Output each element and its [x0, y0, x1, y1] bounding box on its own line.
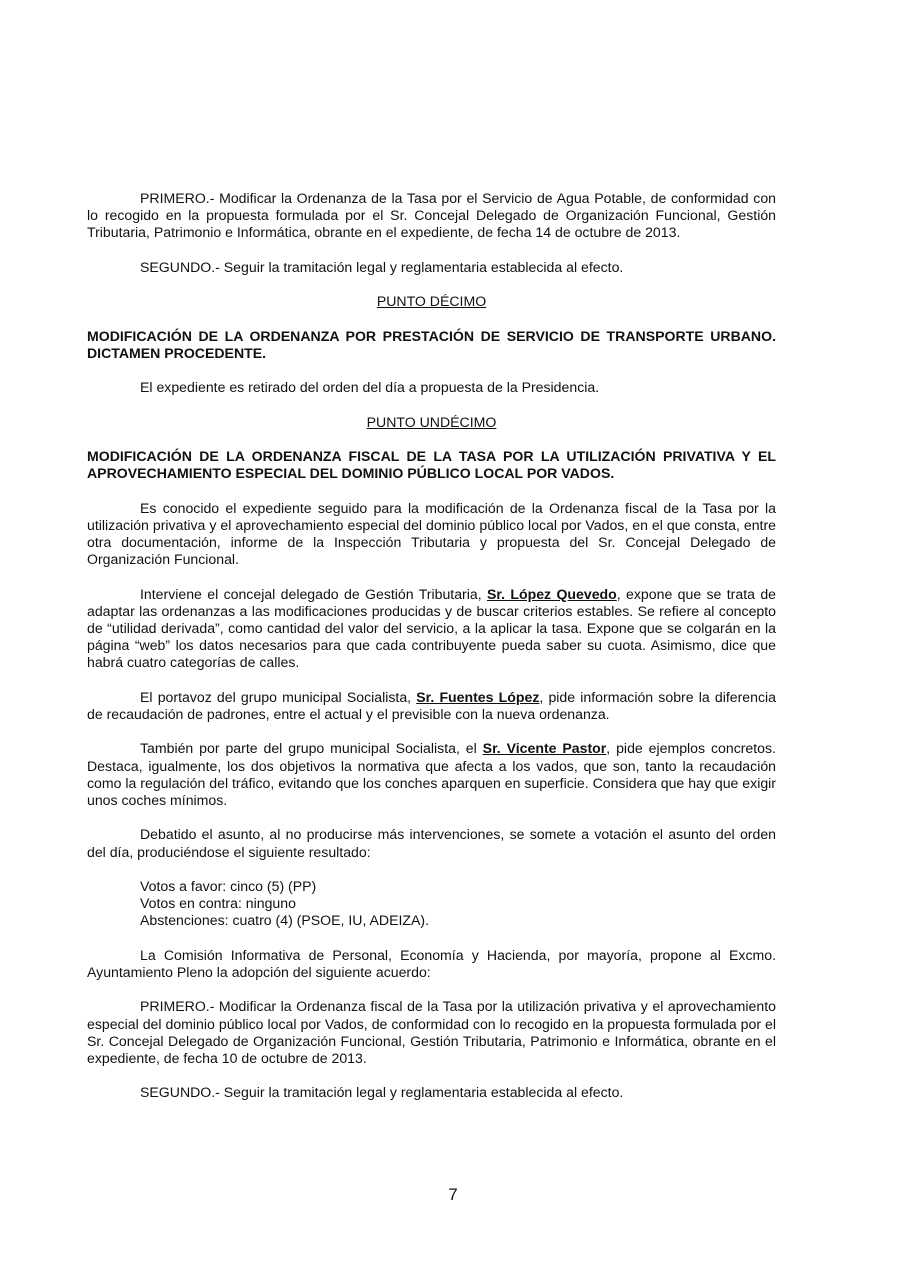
paragraph-primero-agua: PRIMERO.- Modificar la Ordenanza de la Tasa por el Servicio de Agua Potable, de conformidad con lo recogido en la propuesta formulada por el Sr. Concejal Delegado de Organización Funcional, Gestión Tributaria, Patrimonio e Informática, obrante en el expediente, de fecha 14 de octubre de 2013. — [87, 190, 776, 241]
paragraph-fuentes-lopez — [87, 689, 776, 723]
paragraph-comision: La Comisión Informativa de Personal, Economía y Hacienda, por mayoría, propone al Excmo. Ayuntamiento Pleno la adopción del siguiente acuerdo: — [87, 946, 776, 980]
page-number: 7 — [448, 1185, 458, 1204]
votes-abstenciones: Abstenciones: cuatro (4) (PSOE, IU, ADEIZA). — [140, 912, 430, 929]
paragraph-text: También por parte del grupo municipal Socialista, el — [140, 740, 483, 757]
paragraph-text: El portavoz del grupo municipal Socialista, — [140, 688, 417, 705]
section-title-undecimo: MODIFICACIÓN DE LA ORDENANZA FISCAL DE LA TASA POR LA UTILIZACIÓN PRIVATIVA Y EL APROVECHAMIENTO ESPECIAL DEL DOMINIO PÚBLICO LOCAL POR VADOS. — [87, 447, 776, 482]
paragraph-text: , expone que se trata de adaptar las ordenanzas a las modificaciones producidas y de buscar criterios estables. Se refiere al concepto de “utilidad derivada”, como cantidad del valor del servicio, a la aplicar la tasa. Expone que se colgarán en la página “web” los datos necesarios para que cada contribuyente pueda saber su cuota. Asimismo, dice que habrá cuatro categorías de calles. — [87, 585, 776, 671]
section-heading-decimo-text: PUNTO DÉCIMO — [376, 293, 487, 310]
document-body — [87, 190, 776, 1119]
paragraph-retirado: El expediente es retirado del orden del día a propuesta de la Presidencia. — [140, 379, 600, 396]
paragraph-vicente-pastor — [87, 740, 776, 809]
section-title-decimo: MODIFICACIÓN DE LA ORDENANZA POR PRESTACIÓN DE SERVICIO DE TRANSPORTE URBANO. DICTAMEN PROCEDENTE. — [87, 327, 776, 361]
paragraph-segundo-vados: SEGUNDO.- Seguir la tramitación legal y reglamentaria establecida al efecto. — [140, 1084, 624, 1101]
paragraph-lopez-quevedo — [87, 586, 776, 672]
speaker-name: Sr. Vicente Pastor — [482, 740, 607, 757]
paragraph-text: , pide información sobre la diferencia de recaudación de padrones, entre el actual y el previsible con la nueva ordenanza. — [87, 688, 776, 722]
votes-contra: Votos en contra: ninguno — [140, 895, 296, 912]
paragraph-text: Interviene el concejal delegado de Gestión Tributaria, — [140, 585, 487, 602]
votes-favor: Votos a favor: cinco (5) (PP) — [140, 877, 317, 894]
section-heading-undecimo — [87, 414, 776, 431]
vote-results — [87, 878, 776, 930]
paragraph-text: , pide ejemplos concretos. Destaca, igualmente, los dos objetivos la normativa que afecta a los vados, que son, tanto la recaudación como la regulación del tráfico, evitando que los conches aparquen en superficie. Considera que hay que exigir unos coches mínimos. — [87, 740, 776, 808]
speaker-name: Sr. López Quevedo — [487, 585, 617, 602]
speaker-name: Sr. Fuentes López — [416, 688, 540, 705]
paragraph-segundo-agua: SEGUNDO.- Seguir la tramitación legal y reglamentaria establecida al efecto. — [140, 258, 624, 275]
paragraph-votacion: Debatido el asunto, al no producirse más intervenciones, se somete a votación el asunto del orden del día, produciéndose el siguiente resultado: — [87, 826, 776, 860]
section-heading-decimo — [87, 293, 776, 310]
paragraph-primero-vados: PRIMERO.- Modificar la Ordenanza fiscal de la Tasa por la utilización privativa y el aprovechamiento especial del dominio público local por Vados, de conformidad con lo recogido en la propuesta formulada por el Sr. Concejal Delegado de Organización Funcional, Gestión Tributaria, Patrimonio e Informática, obrante en el expediente, de fecha 10 de octubre de 2013. — [87, 998, 776, 1066]
section-heading-undecimo-text: PUNTO UNDÉCIMO — [366, 413, 497, 430]
paragraph-expediente: Es conocido el expediente seguido para la modificación de la Ordenanza fiscal de la Tasa por la utilización privativa y el aprovechamiento especial del dominio público local por Vados, en el que consta, entre otra documentación, informe de la Inspección Tributaria y propuesta del Sr. Concejal Delegado de Organización Funcional. — [87, 499, 776, 568]
